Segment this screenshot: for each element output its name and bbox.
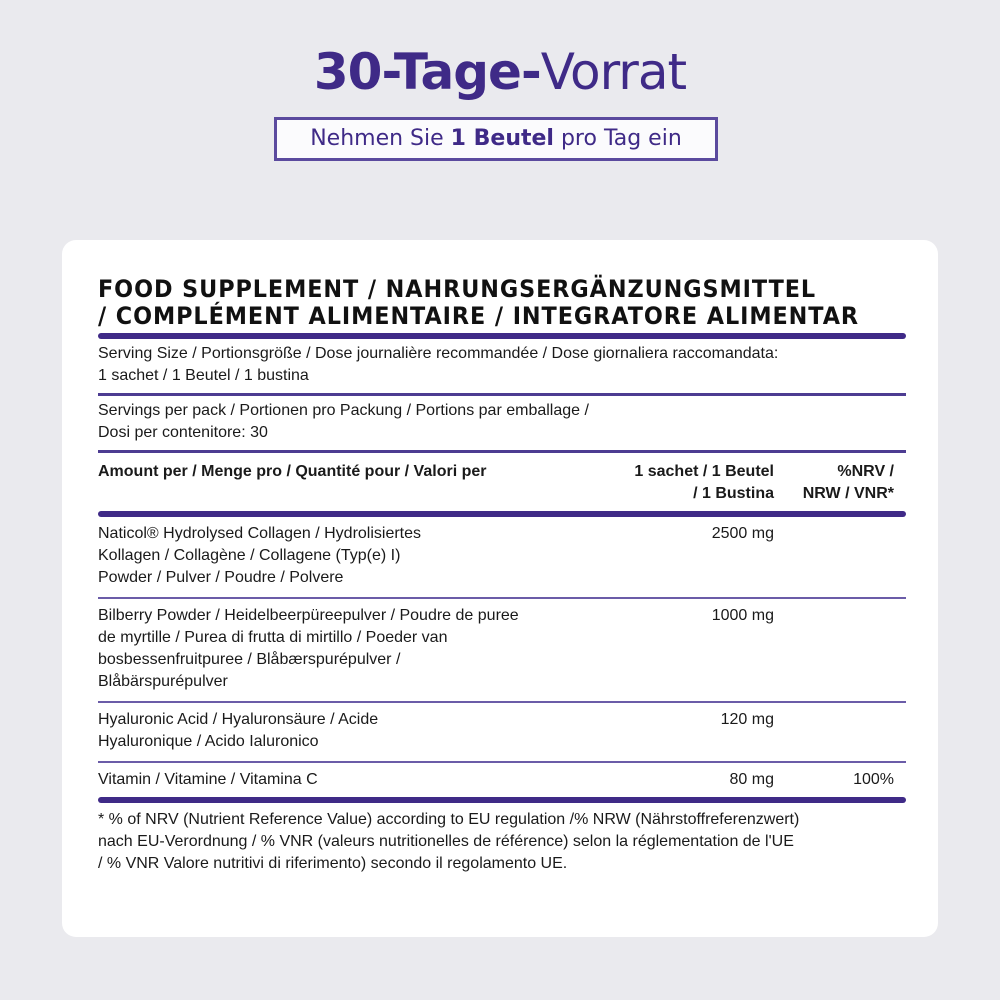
label-heading-line1: FOOD SUPPLEMENT / NAHRUNGSERGÄNZUNGSMITTEL xyxy=(98,275,817,303)
table-row xyxy=(98,599,906,701)
dosage-pre: Nehmen Sie xyxy=(310,126,451,151)
table-row xyxy=(98,763,906,797)
header-nrv xyxy=(774,461,894,505)
header-nrv-line2: NRW / VNR* xyxy=(802,485,894,502)
footnote xyxy=(98,803,906,875)
ingredient-amount: 80 mg xyxy=(729,771,774,788)
supplement-facts-label xyxy=(98,276,906,875)
dosage-post: pro Tag ein xyxy=(553,126,682,151)
footnote-line: / % VNR Valore nutritivi di riferimento) secondo il regolamento UE. xyxy=(98,855,568,872)
servings-line2: Dosi per contenitore: 30 xyxy=(98,424,268,441)
dosage-bold: 1 Beutel xyxy=(450,126,554,151)
table-row xyxy=(98,703,906,761)
supplement-facts-card xyxy=(62,240,938,937)
ingredient-name xyxy=(98,605,598,693)
serving-size-line2: 1 sachet / 1 Beutel / 1 bustina xyxy=(98,367,309,384)
header-nrv-line1: %NRV / xyxy=(837,463,894,480)
ingredient-name-line: Powder / Pulver / Poudre / Polvere xyxy=(98,569,344,586)
title-bold: 30-Tage- xyxy=(313,43,541,101)
label-heading-line2: / COMPLÉMENT ALIMENTAIRE / INTEGRATORE ALIMENTAR xyxy=(98,302,860,330)
ingredient-name-line: Blåbärspurépulver xyxy=(98,673,228,690)
ingredient-amount: 2500 mg xyxy=(711,525,774,542)
table-header xyxy=(98,453,906,511)
ingredient-name-line: Kollagen / Collagène / Collagene (Typ(e) I) xyxy=(98,547,401,564)
servings-per-pack xyxy=(98,396,906,450)
servings-line1: Servings per pack / Portionen pro Packung / Portions par emballage / xyxy=(98,402,589,419)
header-per-sachet xyxy=(598,461,774,505)
ingredient-name-line: bosbessenfruitpuree / Blåbærspurépulver / xyxy=(98,651,401,668)
table-row xyxy=(98,517,906,597)
footnote-line: * % of NRV (Nutrient Reference Value) according to EU regulation /% NRW (Nährstoffreferenzwert) xyxy=(98,811,800,828)
header-per-sachet-line2: / 1 Bustina xyxy=(693,485,774,502)
ingredient-name-line: Vitamin / Vitamine / Vitamina C xyxy=(98,771,318,788)
ingredient-nrv: 100% xyxy=(853,771,894,788)
ingredient-name-line: Naticol® Hydrolysed Collagen / Hydrolisiertes xyxy=(98,525,422,542)
ingredient-amount: 1000 mg xyxy=(711,607,774,624)
ingredient-name-line: Hyaluronic Acid / Hyaluronsäure / Acide xyxy=(98,711,379,728)
ingredient-name-line: de myrtille / Purea di frutta di mirtillo / Poeder van xyxy=(98,629,448,646)
ingredient-name xyxy=(98,769,598,791)
ingredient-name-line: Bilberry Powder / Heidelbeerpüreepulver / Poudre de puree xyxy=(98,607,519,624)
header-amount-per: Amount per / Menge pro / Quantité pour / Valori per xyxy=(98,463,487,480)
serving-size xyxy=(98,339,906,393)
title-regular: Vorrat xyxy=(540,43,687,101)
header-per-sachet-line1: 1 sachet / 1 Beutel xyxy=(634,463,774,480)
serving-size-line1: Serving Size / Portionsgröße / Dose journalière recommandée / Dose giornaliera raccomandata: xyxy=(98,345,779,362)
ingredient-name xyxy=(98,523,598,589)
page-title xyxy=(0,42,1000,102)
ingredient-amount: 120 mg xyxy=(720,711,774,728)
ingredient-name-line: Hyaluronique / Acido Ialuronico xyxy=(98,733,319,750)
dosage-banner xyxy=(274,117,718,161)
ingredient-name xyxy=(98,709,598,753)
footnote-line: nach EU-Verordnung / % VNR (valeurs nutritionelles de référence) selon la réglementation de l'UE xyxy=(98,833,794,850)
